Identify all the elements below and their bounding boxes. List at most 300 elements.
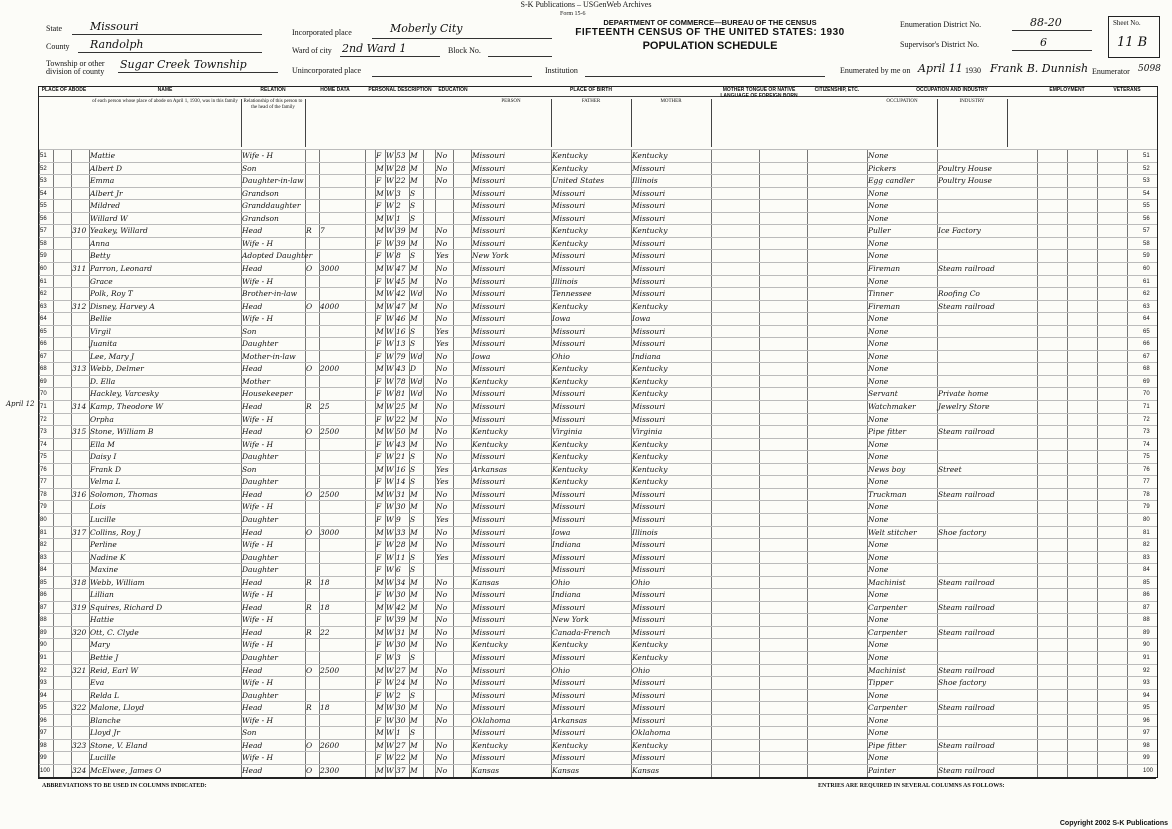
cell-birth: Missouri — [472, 326, 506, 336]
cell-age: 31 — [396, 627, 406, 637]
cell-race: W — [386, 678, 394, 688]
table-row — [39, 262, 1157, 276]
cell-ed: No — [436, 615, 448, 625]
cell-ed: No — [436, 376, 448, 386]
cell-mar: M — [410, 414, 418, 424]
cell-sex: M — [376, 188, 384, 198]
cell-rel: Daughter — [242, 552, 278, 562]
table-row — [39, 739, 1157, 753]
cell-race: W — [386, 226, 394, 236]
cell-birth: Missouri — [472, 728, 506, 738]
cell-line: 94 — [40, 692, 47, 699]
cell-race: W — [386, 263, 394, 273]
cell-name: Grace — [90, 276, 113, 286]
cell-mother: Kentucky — [632, 452, 668, 462]
group-head: PLACE OF BIRTH — [471, 87, 711, 97]
cell-line: 99 — [40, 755, 47, 762]
stamp-number: 5098 — [1138, 64, 1161, 74]
table-row — [39, 463, 1157, 477]
cell-mother: Missouri — [632, 251, 666, 261]
cell-sex: F — [376, 615, 382, 625]
cell-rel: Daughter — [242, 514, 278, 524]
column-head-name: of each person whose place of abode on April 1, 1930, was in this family — [89, 99, 242, 147]
cell-age: 2 — [396, 201, 401, 211]
cell-mother: Missouri — [632, 276, 666, 286]
cell-name: Albert Jr — [90, 188, 123, 198]
cell-mar: S — [410, 251, 416, 261]
cell-father: Missouri — [552, 188, 586, 198]
cell-ed: No — [436, 163, 448, 173]
cell-name: Bellie — [90, 314, 112, 324]
cell-rel: Head — [242, 602, 263, 612]
table-row — [39, 199, 1157, 213]
cell-race: W — [386, 301, 394, 311]
cell-occ: None — [868, 276, 889, 286]
cell-mar: Wd — [410, 389, 423, 399]
cell-rel: Wife - H — [242, 276, 274, 286]
county-value: Randolph — [90, 38, 144, 51]
cell-father: United States — [552, 176, 605, 186]
cell-line-right: 95 — [1143, 705, 1150, 712]
table-row — [39, 576, 1157, 590]
cell-line: 87 — [40, 604, 47, 611]
cell-line-right: 98 — [1143, 742, 1150, 749]
cell-father: Missouri — [552, 703, 586, 713]
cell-line: 100 — [40, 767, 51, 774]
cell-age: 27 — [396, 740, 406, 750]
cell-age: 22 — [396, 414, 406, 424]
cell-father: Missouri — [552, 514, 586, 524]
cell-birth: Missouri — [472, 452, 506, 462]
cell-birth: Kentucky — [472, 427, 508, 437]
cell-mar: M — [410, 527, 418, 537]
cell-val: 2500 — [320, 489, 340, 499]
supervisor-line — [1012, 50, 1092, 51]
cell-mother: Indiana — [632, 351, 661, 361]
cell-mar: M — [410, 715, 418, 725]
cell-line: 51 — [40, 153, 47, 159]
block-label: Block No. — [448, 46, 481, 55]
cell-age: 25 — [396, 402, 406, 411]
cell-rel: Head — [242, 577, 263, 587]
cell-mother: Kentucky — [632, 364, 668, 374]
cell-line: 52 — [40, 165, 47, 172]
cell-ind: Steam railroad — [938, 703, 995, 713]
cell-occ: None — [868, 364, 889, 374]
cell-name: Collins, Roy J — [90, 527, 141, 537]
cell-name: Juanita — [90, 339, 118, 349]
cell-occ: None — [868, 251, 889, 261]
cell-own: O — [306, 263, 313, 273]
cell-rel: Wife - H — [242, 640, 274, 650]
cell-mar: S — [410, 213, 416, 223]
cell-name: Mary — [90, 640, 110, 650]
cell-occ: None — [868, 640, 889, 650]
cell-race: W — [386, 439, 394, 449]
cell-line-right: 78 — [1143, 491, 1150, 498]
cell-age: 34 — [396, 577, 406, 587]
cell-mar: S — [410, 477, 416, 487]
institution-line — [585, 76, 825, 77]
cell-fam: 317 — [72, 527, 87, 537]
cell-line-right: 64 — [1143, 316, 1150, 323]
cell-sex: F — [376, 514, 382, 524]
cell-race: W — [386, 527, 394, 537]
cell-mother: Ohio — [632, 665, 650, 675]
cell-fam: 319 — [72, 602, 87, 612]
cell-mar: S — [410, 201, 416, 211]
cell-own: R — [306, 627, 312, 637]
cell-rel: Son — [242, 163, 257, 173]
cell-mar: M — [410, 703, 418, 713]
cell-line: 56 — [40, 215, 47, 222]
cell-line-right: 58 — [1143, 240, 1150, 247]
cell-occ: None — [868, 188, 889, 198]
cell-birth: Missouri — [472, 690, 506, 700]
cell-ind: Poultry House — [938, 163, 992, 173]
table-row — [39, 212, 1157, 226]
cell-rel: Wife - H — [242, 314, 274, 324]
cell-birth: Missouri — [472, 389, 506, 399]
cell-mother: Kentucky — [632, 301, 668, 311]
cell-race: W — [386, 477, 394, 487]
cell-val: 2000 — [320, 364, 340, 374]
cell-father: Missouri — [552, 339, 586, 349]
cell-name: Stone, William B — [90, 427, 154, 437]
cell-race: W — [386, 715, 394, 725]
cell-line-right: 86 — [1143, 592, 1150, 599]
cell-ind: Private home — [938, 389, 989, 399]
form-number: Form 15-6 — [560, 11, 586, 17]
cell-name: Emma — [90, 176, 115, 186]
cell-sex: F — [376, 276, 382, 286]
cell-line-right: 88 — [1143, 617, 1150, 624]
unincorporated-line — [372, 76, 532, 77]
cell-sex: F — [376, 678, 382, 688]
cell-line: 69 — [40, 378, 47, 385]
cell-race: W — [386, 414, 394, 424]
table-row — [39, 488, 1157, 502]
cell-race: W — [386, 339, 394, 349]
cell-line-right: 99 — [1143, 755, 1150, 762]
cell-val: 25 — [320, 402, 330, 411]
cell-age: 8 — [396, 251, 401, 261]
cell-mother: Kansas — [632, 765, 660, 775]
cell-race: W — [386, 464, 394, 474]
cell-occ: Machinist — [868, 665, 906, 675]
cell-ind: Jewelry Store — [938, 402, 990, 411]
cell-ed: No — [436, 389, 448, 399]
cell-mother: Missouri — [632, 489, 666, 499]
table-row — [39, 513, 1157, 527]
incorporated-label: Incorporated place — [292, 28, 352, 37]
cell-race: W — [386, 540, 394, 550]
cell-occ: News boy — [868, 464, 906, 474]
cell-fam: 323 — [72, 740, 87, 750]
cell-own: O — [306, 427, 313, 437]
cell-age: 78 — [396, 376, 406, 386]
cell-age: 30 — [396, 703, 406, 713]
cell-race: W — [386, 615, 394, 625]
table-row — [39, 387, 1157, 401]
cell-mar: S — [410, 339, 416, 349]
cell-mother: Missouri — [632, 590, 666, 600]
cell-race: W — [386, 728, 394, 738]
enum-district-label: Enumeration District No. — [900, 20, 982, 29]
cell-sex: M — [376, 213, 384, 223]
sheet-value: 11 B — [1117, 35, 1148, 50]
cell-line: 68 — [40, 366, 47, 373]
table-row — [39, 149, 1157, 163]
cell-mar: M — [410, 263, 418, 273]
cell-mother: Missouri — [632, 188, 666, 198]
cell-sex: M — [376, 602, 384, 612]
cell-race: W — [386, 753, 394, 763]
cell-sex: M — [376, 627, 384, 637]
cell-birth: Kentucky — [472, 740, 508, 750]
cell-mother: Missouri — [632, 163, 666, 173]
table-row — [39, 187, 1157, 201]
supervisor-value: 6 — [1040, 36, 1047, 49]
cell-line: 74 — [40, 441, 47, 448]
cell-line: 77 — [40, 479, 47, 486]
cell-name: Lillian — [90, 590, 114, 600]
cell-birth: Kansas — [472, 765, 500, 775]
cell-name: Willard W — [90, 213, 128, 223]
cell-race: W — [386, 577, 394, 587]
table-row — [39, 500, 1157, 514]
cell-name: Solomon, Thomas — [90, 489, 158, 499]
cell-line-right: 63 — [1143, 303, 1150, 310]
cell-age: 31 — [396, 489, 406, 499]
cell-father: Missouri — [552, 213, 586, 223]
cell-occ: None — [868, 728, 889, 738]
cell-father: Missouri — [552, 251, 586, 261]
cell-line-right: 71 — [1143, 404, 1150, 410]
cell-sex: F — [376, 339, 382, 349]
cell-mother: Missouri — [632, 627, 666, 637]
institution-label: Institution — [545, 66, 578, 75]
cell-ind: Steam railroad — [938, 263, 995, 273]
cell-ed: No — [436, 740, 448, 750]
cell-ed: No — [436, 540, 448, 550]
cell-occ: Tinner — [868, 289, 894, 299]
cell-line: 88 — [40, 617, 47, 624]
enumerated-date: April 11 — [918, 62, 963, 75]
cell-race: W — [386, 389, 394, 399]
cell-occ: Carpenter — [868, 602, 907, 612]
cell-mar: D — [410, 364, 417, 374]
cell-name: Yeakey, Willard — [90, 226, 148, 236]
cell-race: W — [386, 640, 394, 650]
cell-name: Orpha — [90, 414, 114, 424]
cell-own: O — [306, 740, 313, 750]
sheet-label: Sheet No. — [1113, 19, 1141, 27]
cell-ind: Steam railroad — [938, 740, 995, 750]
cell-birth: Missouri — [472, 514, 506, 524]
cell-occ: Pipe fitter — [868, 427, 907, 437]
cell-fam: 313 — [72, 364, 87, 374]
cell-birth: New York — [472, 251, 509, 261]
cell-race: W — [386, 251, 394, 261]
cell-birth: Missouri — [472, 565, 506, 575]
cell-name: Mildred — [90, 201, 121, 211]
cell-sex: M — [376, 703, 384, 713]
cell-age: 81 — [396, 389, 406, 399]
cell-race: W — [386, 427, 394, 437]
cell-sex: M — [376, 364, 384, 374]
cell-name: Frank D — [90, 464, 122, 474]
cell-race: W — [386, 213, 394, 223]
cell-rel: Daughter — [242, 565, 278, 575]
cell-sex: M — [376, 740, 384, 750]
cell-birth: Missouri — [472, 163, 506, 173]
cell-ed: No — [436, 276, 448, 286]
cell-father: Kentucky — [552, 640, 588, 650]
cell-birth: Kentucky — [472, 439, 508, 449]
cell-birth: Oklahoma — [472, 715, 511, 725]
cell-age: 79 — [396, 351, 406, 361]
cell-mar: S — [410, 188, 416, 198]
cell-ind: Shoe factory — [938, 527, 987, 537]
table-row — [39, 626, 1157, 640]
cell-mar: M — [410, 740, 418, 750]
cell-mother: Iowa — [632, 314, 651, 324]
cell-name: Albert D — [90, 163, 123, 173]
table-row — [39, 350, 1157, 364]
cell-ed: No — [436, 289, 448, 299]
cell-occ: None — [868, 514, 889, 524]
cell-mar: M — [410, 577, 418, 587]
cell-val: 3000 — [320, 263, 340, 273]
cell-birth: Missouri — [472, 213, 506, 223]
cell-occ: Servant — [868, 389, 898, 399]
cell-occ: None — [868, 477, 889, 487]
state-label: State — [46, 24, 62, 33]
cell-mar: M — [410, 665, 418, 675]
cell-rel: Daughter — [242, 690, 278, 700]
cell-name: Malone, Lloyd — [90, 703, 145, 713]
cell-father: Kentucky — [552, 439, 588, 449]
cell-mar: M — [410, 753, 418, 763]
table-row — [39, 726, 1157, 740]
cell-ed: Yes — [436, 339, 449, 349]
cell-rel: Daughter — [242, 477, 278, 487]
cell-line-right: 77 — [1143, 479, 1150, 486]
cell-rel: Head — [242, 263, 263, 273]
cell-father: Kentucky — [552, 477, 588, 487]
cell-val: 22 — [320, 627, 330, 637]
cell-rel: Adopted Daughter — [242, 251, 313, 261]
cell-ed: No — [436, 314, 448, 324]
cell-name: Perline — [90, 540, 117, 550]
cell-age: 39 — [396, 615, 406, 625]
cell-mother: Missouri — [632, 615, 666, 625]
supervisor-label: Supervisor's District No. — [900, 40, 979, 49]
cell-name: Mattie — [90, 151, 116, 160]
cell-ed: No — [436, 590, 448, 600]
incorporated-value: Moberly City — [390, 22, 463, 35]
cell-line: 97 — [40, 730, 47, 737]
cell-ind: Roofing Co — [938, 289, 980, 299]
cell-own: O — [306, 489, 313, 499]
cell-birth: Kentucky — [472, 640, 508, 650]
cell-sex: M — [376, 163, 384, 173]
cell-father: Virginia — [552, 427, 583, 437]
cell-age: 22 — [396, 753, 406, 763]
cell-name: Webb, William — [90, 577, 145, 587]
table-row — [39, 714, 1157, 728]
cell-line: 90 — [40, 642, 47, 649]
census-title: FIFTEENTH CENSUS OF THE UNITED STATES: 1930 — [575, 27, 845, 38]
cell-rel: Daughter — [242, 452, 278, 462]
cell-mother: Missouri — [632, 552, 666, 562]
cell-mar: M — [410, 163, 418, 173]
cell-sex: F — [376, 540, 382, 550]
cell-mar: Wd — [410, 376, 423, 386]
cell-mother: Oklahoma — [632, 728, 671, 738]
cell-fam: 322 — [72, 703, 87, 713]
cell-own: O — [306, 364, 313, 374]
cell-line-right: 87 — [1143, 604, 1150, 611]
copyright: Copyright 2002 S-K Publications — [1059, 820, 1168, 827]
cell-sex: M — [376, 326, 384, 336]
year-value: 1930 — [965, 66, 981, 75]
cell-name: Disney, Harvey A — [90, 301, 155, 311]
cell-name: Bettie J — [90, 653, 119, 662]
ward-value: 2nd Ward 1 — [342, 42, 407, 55]
cell-line: 54 — [40, 190, 47, 197]
cell-name: Lucille — [90, 514, 116, 524]
cell-rel: Head — [242, 301, 263, 311]
cell-mother: Kentucky — [632, 389, 668, 399]
cell-line-right: 69 — [1143, 378, 1150, 385]
cell-sex: M — [376, 289, 384, 299]
cell-age: 45 — [396, 276, 406, 286]
cell-rel: Wife - H — [242, 238, 274, 248]
cell-father: Missouri — [552, 201, 586, 211]
cell-line-right: 94 — [1143, 692, 1150, 699]
cell-age: 16 — [396, 464, 406, 474]
cell-ed: Yes — [436, 477, 449, 487]
cell-name: Lucille — [90, 753, 116, 763]
cell-rel: Housekeeper — [242, 389, 293, 399]
cell-age: 42 — [396, 602, 406, 612]
cell-fam: 324 — [72, 765, 87, 775]
cell-val: 2500 — [320, 427, 340, 437]
cell-birth: Missouri — [472, 552, 506, 562]
cell-rel: Mother — [242, 376, 271, 386]
cell-birth: Missouri — [472, 176, 506, 186]
cell-mother: Kentucky — [632, 439, 668, 449]
cell-ed: No — [436, 439, 448, 449]
cell-father: Illinois — [552, 276, 578, 286]
cell-mar: M — [410, 765, 418, 775]
cell-race: W — [386, 552, 394, 562]
group-head: EDUCATION — [435, 87, 471, 97]
column-head-father: FATHER — [551, 99, 632, 147]
group-head: MOTHER TONGUE OR NATIVE LANGUAGE OF FOREIGN BORN — [711, 87, 807, 97]
cell-mother: Illinois — [632, 176, 658, 186]
cell-name: Maxine — [90, 565, 119, 575]
cell-father: Missouri — [552, 389, 586, 399]
cell-line-right: 55 — [1143, 203, 1150, 210]
cell-rel: Son — [242, 728, 257, 738]
cell-line: 86 — [40, 592, 47, 599]
cell-rel: Wife - H — [242, 151, 274, 160]
cell-father: Ohio — [552, 577, 570, 587]
state-line — [72, 34, 262, 35]
